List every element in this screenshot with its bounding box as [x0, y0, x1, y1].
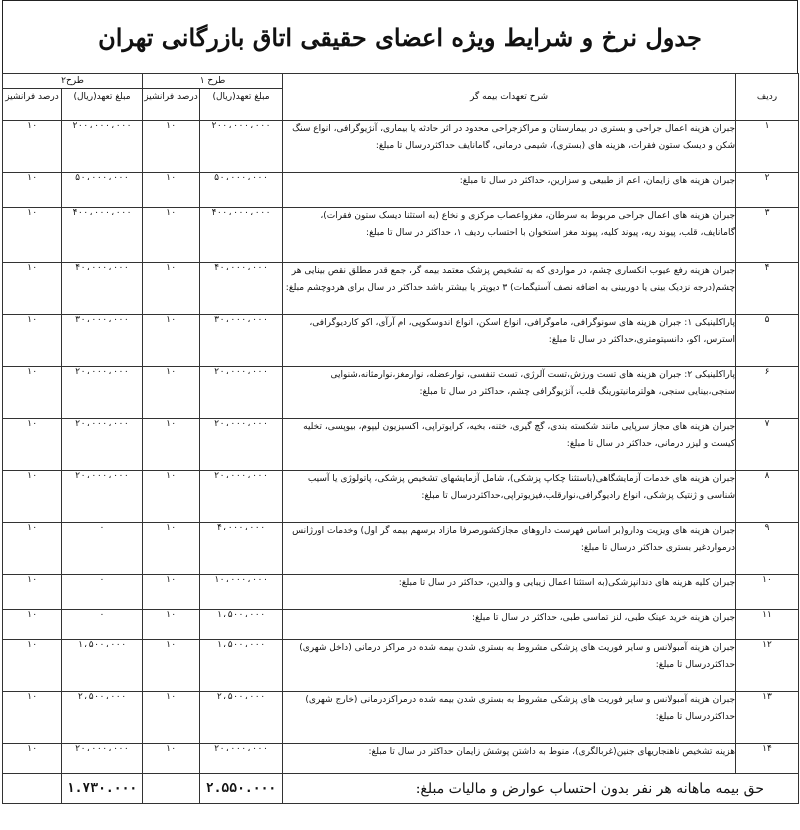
coverage-description: جبران هزینه رفع عیوب انکساری چشم، در مواردی که به تشخیص پزشک معتمد بیمه گر، جمع قدر مطلق نقص بینایی هر چشم(درجه نزدیک بینی یا دوربینی به اضافه نصف آستیگمات) ۳ دیوپتر یا بیشتر باشد حداکثر در سال برای هردوچشم مبلغ: [283, 263, 736, 315]
plan1-amount: ۲۰،۰۰۰،۰۰۰ [200, 367, 283, 419]
plan2-deductible: ۱۰ [3, 263, 62, 315]
plan1-deductible: ۱۰ [143, 263, 200, 315]
plan2-amount: ۵۰،۰۰۰،۰۰۰ [62, 173, 143, 208]
plan1-deductible: ۱۰ [143, 692, 200, 744]
plan1-amount: ۲۰،۰۰۰،۰۰۰ [200, 744, 283, 774]
row-number-header: ردیف [736, 74, 799, 121]
coverage-description: پاراکلینیکی ۲: جبران هزینه های تست ورزش،تست آلرژی، تست تنفسی، نوارعضله، نوارمغز،نوارمثانه،شنوایی سنجی،بینایی سنجی، هولترمانیتورینگ قلب، آنژیوگرافی چشم، حداکثر در سال تا مبلغ: [283, 367, 736, 419]
plan2-amount: ۲۰،۰۰۰،۰۰۰ [62, 471, 143, 523]
plan2-deductible: ۱۰ [3, 523, 62, 575]
total-plan1-deductible-cell [143, 774, 200, 804]
row-number: ۴ [736, 263, 799, 315]
plan1-header: طرح ۱ [143, 74, 283, 89]
table-row [3, 575, 799, 610]
plan1-deductible: ۱۰ [143, 575, 200, 610]
plan2-amount: ۳۰،۰۰۰،۰۰۰ [62, 315, 143, 367]
plan1-deductible: ۱۰ [143, 208, 200, 263]
plan1-deductible: ۱۰ [143, 471, 200, 523]
plan1-amount: ۴،۰۰۰،۰۰۰ [200, 523, 283, 575]
table-row [3, 744, 799, 774]
plan1-deductible: ۱۰ [143, 419, 200, 471]
table-row [3, 471, 799, 523]
plan2-deductible: ۱۰ [3, 575, 62, 610]
table-row [3, 367, 799, 419]
plan1-deductible: ۱۰ [143, 367, 200, 419]
plan1-amount: ۲۰،۰۰۰،۰۰۰ [200, 471, 283, 523]
plan1-deductible: ۱۰ [143, 640, 200, 692]
coverage-description: جبران هزینه های مجاز سرپایی مانند شکسته بندی، گچ گیری، ختنه، بخیه، کرایوتراپی، اکسیزیون لیپوم، بیوپسی، تخلیه کیست و لیزر درمانی، حداکثر در سال تا مبلغ: [283, 419, 736, 471]
plan1-amount: ۱۰،۰۰۰،۰۰۰ [200, 575, 283, 610]
plan1-amount: ۴۰۰،۰۰۰،۰۰۰ [200, 208, 283, 263]
table-row [3, 208, 799, 263]
row-number: ۹ [736, 523, 799, 575]
coverage-description: جبران هزینه های اعمال جراحی مربوط به سرطان، مغزواعصاب مرکزی و نخاع (به استثنا دیسک ستون فقرات)، گامانایف، قلب، پیوند ریه، پیوند کلیه، پیوند مغز استخوان با احتساب ردیف ۱، حداکثر در سال تا مبلغ: [283, 208, 736, 263]
plan1-amount: ۳۰،۰۰۰،۰۰۰ [200, 315, 283, 367]
row-number: ۸ [736, 471, 799, 523]
plan2-deductible: ۱۰ [3, 640, 62, 692]
table-row [3, 173, 799, 208]
table-row [3, 523, 799, 575]
plan2-amount: ۲۰،۰۰۰،۰۰۰ [62, 367, 143, 419]
row-number: ۱۱ [736, 610, 799, 640]
plan2-amount: ۴۰،۰۰۰،۰۰۰ [62, 263, 143, 315]
table-row [3, 315, 799, 367]
coverage-description: هزینه تشخیص ناهنجاریهای جنین(غربالگری)، منوط به داشتن پوشش زایمان حداکثر در سال تا مبلغ: [283, 744, 736, 774]
plan1-amount-header: مبلغ تعهد(ریال) [200, 89, 283, 121]
plan2-amount-header: مبلغ تعهد(ریال) [62, 89, 143, 121]
plan1-deductible: ۱۰ [143, 523, 200, 575]
plan2-amount: ۰ [62, 523, 143, 575]
plan2-deductible: ۱۰ [3, 367, 62, 419]
row-number: ۶ [736, 367, 799, 419]
plan2-amount: ۴۰۰،۰۰۰،۰۰۰ [62, 208, 143, 263]
table-row [3, 640, 799, 692]
plan1-amount: ۴۰،۰۰۰،۰۰۰ [200, 263, 283, 315]
coverage-description: جبران هزینه های خدمات آزمایشگاهی(باستثنا چکاپ پزشکی)، شامل آزمایشهای تشخیص پزشکی، پاتولوژی یا آسیب شناسی و ژنتیک پزشکی، انواع رادیوگرافی،نوارقلب،فیزیوتراپی،حداکثردرسال تا مبلغ: [283, 471, 736, 523]
plan1-deductible: ۱۰ [143, 610, 200, 640]
coverage-description: جبران هزینه آمبولانس و سایر فوریت های پزشکی مشروط به بستری شدن بیمه شده درمراکزدرمانی (خارج شهری) حداکثردرسال تا مبلغ: [283, 692, 736, 744]
row-number: ۲ [736, 173, 799, 208]
plan2-deductible: ۱۰ [3, 692, 62, 744]
row-number: ۳ [736, 208, 799, 263]
row-number: ۱۰ [736, 575, 799, 610]
plan1-deductible: ۱۰ [143, 315, 200, 367]
plan1-deductible: ۱۰ [143, 173, 200, 208]
plan2-deductible-header: درصد فرانشیز [3, 89, 62, 121]
row-number: ۱ [736, 121, 799, 173]
coverage-description: جبران هزینه خرید عینک طبی، لنز تماسی طبی، حداکثر در سال تا مبلغ: [283, 610, 736, 640]
total-plan2-amount: ۱.۷۳۰.۰۰۰ [62, 774, 143, 804]
plan2-deductible: ۱۰ [3, 173, 62, 208]
total-plan2-deductible-cell [3, 774, 62, 804]
plan2-amount: ۰ [62, 610, 143, 640]
row-number: ۷ [736, 419, 799, 471]
plan2-amount: ۲۰،۰۰۰،۰۰۰ [62, 744, 143, 774]
coverage-description: جبران هزینه اعمال جراحی و بستری در بیمارستان و مراکزجراحی محدود در اثر حادثه یا بیماری، آنژیوگرافی، انواع سنگ شکن و دیسک ستون فقرات، هزینه های (بستری)، شیمی درمانی، گامانایف حداکثردرسال تا مبلغ: [283, 121, 736, 173]
table-row [3, 263, 799, 315]
total-label: حق بیمه ماهانه هر نفر بدون احتساب عوارض و مالیات مبلغ: [283, 774, 799, 804]
row-number: ۱۲ [736, 640, 799, 692]
plan2-amount: ۲،۵۰۰،۰۰۰ [62, 692, 143, 744]
total-plan1-amount: ۲.۵۵۰.۰۰۰ [200, 774, 283, 804]
total-row [3, 774, 799, 804]
table-row [3, 692, 799, 744]
plan2-deductible: ۱۰ [3, 610, 62, 640]
plan2-deductible: ۱۰ [3, 744, 62, 774]
plan1-deductible: ۱۰ [143, 744, 200, 774]
plan1-amount: ۲۰۰،۰۰۰،۰۰۰ [200, 121, 283, 173]
table-row [3, 419, 799, 471]
plan2-amount: ۰ [62, 575, 143, 610]
plan1-amount: ۱،۵۰۰،۰۰۰ [200, 610, 283, 640]
plan1-deductible: ۱۰ [143, 121, 200, 173]
row-number: ۱۴ [736, 744, 799, 774]
plan2-header: طرح۲ [3, 74, 143, 89]
row-number: ۱۳ [736, 692, 799, 744]
description-header: شرح تعهدات بیمه گر [283, 74, 736, 121]
plan2-amount: ۱،۵۰۰،۰۰۰ [62, 640, 143, 692]
table-row [3, 121, 799, 173]
row-number: ۵ [736, 315, 799, 367]
plan2-deductible: ۱۰ [3, 208, 62, 263]
rates-table [2, 73, 799, 804]
plan2-deductible: ۱۰ [3, 419, 62, 471]
table-row [3, 610, 799, 640]
coverage-description: پاراکلینیکی ۱: جبران هزینه های سونوگرافی، ماموگرافی، انواع اسکن، انواع اندوسکوپی، ام آر‌آی، اکو کاردیوگرافی، استرس، اکو، دانسیتومتری،حداکثر در سال تا مبلغ: [283, 315, 736, 367]
plan2-deductible: ۱۰ [3, 121, 62, 173]
coverage-description: جبران هزینه آمبولانس و سایر فوریت های پزشکی مشروط به بستری شدن بیمه شده در مراکز درمانی (داخل شهری) حداکثردرسال تا مبلغ: [283, 640, 736, 692]
coverage-description: جبران هزینه های زایمان، اعم از طبیعی و سزارین، حداکثر در سال تا مبلغ: [283, 173, 736, 208]
plan2-amount: ۲۰،۰۰۰،۰۰۰ [62, 419, 143, 471]
plan2-deductible: ۱۰ [3, 315, 62, 367]
coverage-description: جبران هزینه های ویزیت ودارو(بر اساس فهرست داروهای مجازکشورصرفا مازاد برسهم بیمه گر اول) وخدمات اورژانس درمواردغیر بستری حداکثر درسال تا مبلغ: [283, 523, 736, 575]
plan1-amount: ۲۰،۰۰۰،۰۰۰ [200, 419, 283, 471]
plan2-deductible: ۱۰ [3, 471, 62, 523]
plan1-deductible-header: درصد فرانشیز [143, 89, 200, 121]
coverage-description: جبران کلیه هزینه های دندانپزشکی(به استثنا اعمال زیبایی و والدین، حداکثر در سال تا مبلغ: [283, 575, 736, 610]
plan1-amount: ۱،۵۰۰،۰۰۰ [200, 640, 283, 692]
plan2-amount: ۲۰۰،۰۰۰،۰۰۰ [62, 121, 143, 173]
plan1-amount: ۲،۵۰۰،۰۰۰ [200, 692, 283, 744]
plan1-amount: ۵۰،۰۰۰،۰۰۰ [200, 173, 283, 208]
page-title: جدول نرخ و شرایط ویژه اعضای حقیقی اتاق بازرگانی تهران [98, 22, 702, 52]
title-box [2, 0, 798, 73]
